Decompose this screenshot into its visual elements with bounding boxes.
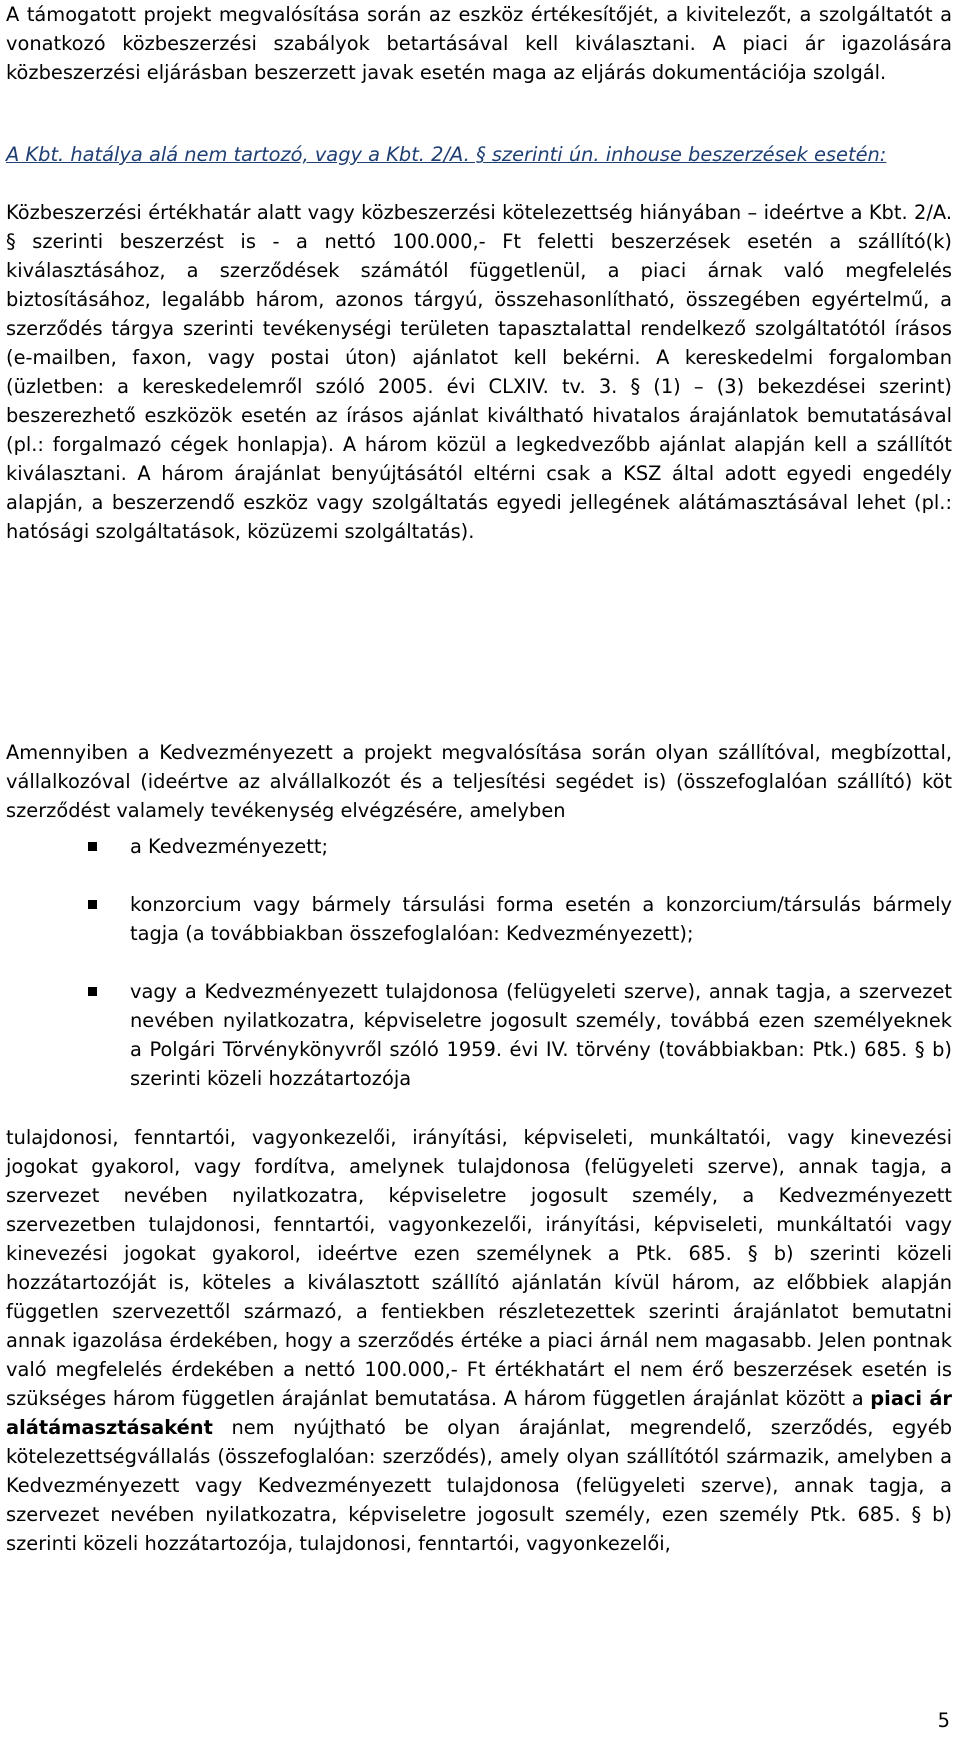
section-heading: A Kbt. hatálya alá nem tartozó, vagy a Kbt. 2/A. § szerinti ún. inhouse beszerzések esetén: xyxy=(6,143,887,166)
list-item-text: vagy a Kedvezményezett tulajdonosa (felügyeleti szerve), annak tagja, a szervezet nevében nyilatkozatra, képviseletre jogosult személy, továbbá ezen személyeknek a Polgári Törvénykönyvről szóló 1959. évi IV. törvény (továbbiakban: Ptk.) 685. § b) szerinti közeli hozzátartozója xyxy=(130,980,952,1090)
list-item xyxy=(6,977,952,1093)
list-item xyxy=(6,890,952,948)
square-bullet-icon xyxy=(88,900,97,909)
beneficiary-list xyxy=(6,832,952,1093)
list-item-text: a Kedvezményezett; xyxy=(130,835,328,858)
list-item-text: konzorcium vagy bármely társulási forma esetén a konzorcium/társulás bármely tagja (a továbbiakban összefoglalóan: Kedvezményezett); xyxy=(130,893,952,945)
related-party-paragraph xyxy=(6,1123,952,1558)
list-item xyxy=(6,832,952,861)
bold-phrase: piaci ár alátámasztásaként xyxy=(6,1387,952,1439)
paragraph-text-part1: tulajdonosi, fenntartói, vagyonkezelői, irányítási, képviseleti, munkáltatói, vagy kinevezési jogokat gyakorol, vagy fordítva, amelynek tulajdonosa (felügyeleti szerve), annak tagja, a szervezet nevében nyilatkozatra, képviseletre jogosult személy, a Kedvezményezett szervezetben tulajdonosi, fenntartói, vagyonkezelői, irányítási, képviseleti, munkáltatói vagy kinevezési jogokat gyakorol, ideértve ezen személynek a Ptk. 685. § b) szerinti közeli hozzátartozóját is, köteles a kiválasztott szállító ajánlatán kívül három, az előbbiek alapján független szervezettől származó, a fentiekben részletezettek szerinti árajánlatot bemutatni annak igazolása érdekében, hogy a szerződés értéke a piaci árnál nem magasabb. Jelen pontnak való megfelelés érdekében a nettó 100.000,- Ft értékhatárt el nem érő beszerzések esetén is szükséges három független árajánlat bemutatása. A három független árajánlat között a xyxy=(6,1126,952,1410)
intro-paragraph: A támogatott projekt megvalósítása során az eszköz értékesítőjét, a kivitelezőt, a szolgáltatót a vonatkozó közbeszerzési szabályok betartásával kell kiválasztani. A piaci ár igazolására közbeszerzési eljárásban beszerzett javak esetén maga az eljárás dokumentációja szolgál. xyxy=(6,3,952,84)
inhouse-procurement-paragraph: Közbeszerzési értékhatár alatt vagy közbeszerzési kötelezettség hiányában – ideértve a Kbt. 2/A. § szerinti beszerzést is - a nettó 100.000,- Ft feletti beszerzések esetén a szállító(k) kiválasztásához, a szerződések számától függetlenül, a piaci árnak való megfelelés biztosításához, legalább három, azonos tárgyú, összehasonlítható, összegében egyértelmű, a szerződés tárgya szerinti tevékenységi területen tapasztalattal rendelkező szolgáltatótól írásos (e-mailben, faxon, vagy postai úton) ajánlatot kell bekérni. A kereskedelmi forgalomban (üzletben: a kereskedelemről szóló 2005. évi CLXIV. tv. 3. § (1) – (3) bekezdései szerint) beszerezhető eszközök esetén az írásos ajánlat kiváltható hivatalos árajánlatok bemutatásával (pl.: forgalmazó cégek honlapja). A három közül a legkedvezőbb ajánlat alapján kell a szállítót kiválasztani. A három árajánlat benyújtásától eltérni csak a KSZ által adott egyedi engedély alapján, a beszerzendő eszköz vagy szolgáltatás egyedi jellegének alátámasztásával lehet (pl.: hatósági szolgáltatások, közüzemi szolgáltatás). xyxy=(6,201,952,543)
paragraph-text-part2: nem nyújtható be olyan árajánlat, megrendelő, szerződés, egyéb kötelezettségvállalás (összefoglalóan: szerződés), amely olyan szállítótól származik, amelyben a Kedvezményezett vagy Kedvezményezett tulajdonosa (felügyeleti szerve), annak tagja, a szervezet nevében nyilatkozatra, képviseletre jogosult személy, ezen személy Ptk. 685. § b) szerinti közeli hozzátartozója, tulajdonosi, fenntartói, vagyonkezelői, xyxy=(6,1416,952,1555)
square-bullet-icon xyxy=(88,842,97,851)
square-bullet-icon xyxy=(88,987,97,996)
page-number: 5 xyxy=(937,1709,950,1732)
contractor-paragraph: Amennyiben a Kedvezményezett a projekt megvalósítása során olyan szállítóval, megbízottal, vállalkozóval (ideértve az alvállalkozót és a teljesítési segédet is) (összefoglalóan szállító) köt szerződést valamely tevékenység elvégzésére, amelyben xyxy=(6,741,952,822)
